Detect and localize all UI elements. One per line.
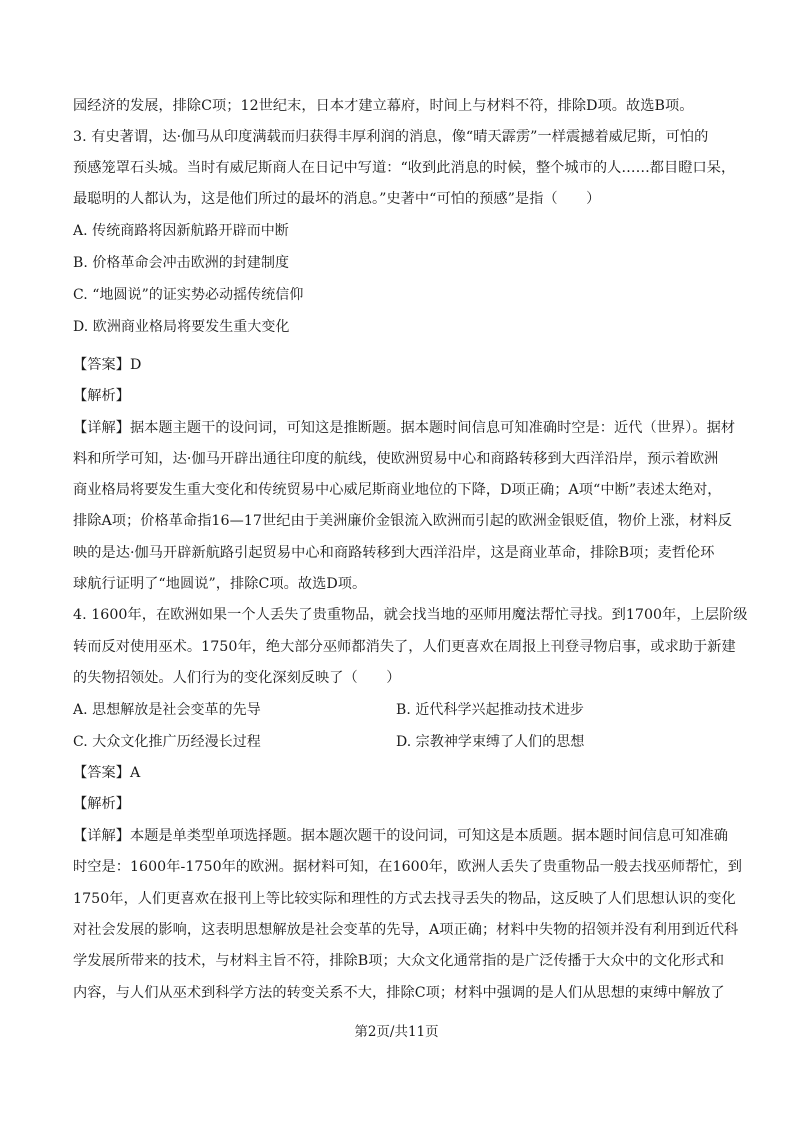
answer-label: 【答案】D — [73, 357, 142, 373]
explanation-text: 商业格局将要发生重大变化和传统贸易中心威尼斯商业地位的下降，D项正确；A项“中断”表述太绝对， — [73, 482, 722, 498]
explanation-text: 料和所学可知，达·伽马开辟出通往印度的航线，使欧洲贸易中心和商路转移到大西洋沿岸，预示着欧洲 — [73, 451, 719, 467]
analysis-label: 【解析】 — [73, 388, 130, 404]
option-d: D. 宗教神学束缚了人们的思想 — [396, 734, 585, 750]
analysis-label: 【解析】 — [73, 796, 130, 812]
explanation-text: 学发展所带来的技术，与材料主旨不符，排除B项；大众文化通常指的是广泛传播于大众中的文化形式和 — [73, 953, 725, 969]
explanation-text: 时空是：1600年-1750年的欧洲。据材料可知，在1600年，欧洲人丢失了贵重物品一般去找巫师帮忙，到 — [73, 859, 743, 875]
question-3-stem-cont: 预感笼罩石头城。当时有威尼斯商人在日记中写道：“收到此消息的时候，整个城市的人……都目瞪口呆， — [73, 160, 736, 176]
explanation-text: 球航行证明了“地圆说”，排除C项。故选D项。 — [73, 576, 367, 592]
explanation-text: 对社会发展的影响，这表明思想解放是社会变革的先导，A项正确；材料中失物的招领并没有利用到近代科 — [73, 922, 739, 938]
explanation-text: 【详解】据本题主题干的设问词，可知这是推断题。据本题时间信息可知准确时空是：近代（世界）。据材 — [73, 420, 736, 436]
answer-label: 【答案】A — [73, 765, 141, 781]
question-3-stem-cont: 最聪明的人都认为，这是他们所过的最坏的消息。”史著中“可怕的预感”是指（ ） — [73, 191, 601, 207]
text-line: 园经济的发展，排除C项；12世纪末，日本才建立幕府，时间上与材料不符，排除D项。故选B项。 — [73, 98, 694, 114]
option-b: B. 价格革命会冲击欧洲的封建制度 — [73, 255, 290, 271]
question-3-stem: 3. 有史著谓，达·伽马从印度满载而归获得丰厚利润的消息，像“晴天霹雳”一样震撼着威尼斯，可怕的 — [73, 129, 709, 145]
explanation-text: 1750年，人们更喜欢在报刊上等比较实际和理性的方式去找寻丢失的物品，这反映了人们思想认识的变化 — [73, 891, 736, 907]
explanation-text: 映的是达·伽马开辟新航路引起贸易中心和商路转移到大西洋沿岸，这是商业革命，排除B项；麦哲伦环 — [73, 545, 715, 561]
option-b: B. 近代科学兴起推动技术进步 — [396, 702, 584, 718]
explanation-text: 【详解】本题是单类型单项选择题。据本题次题干的设问词，可知这是本质题。据本题时间信息可知准确 — [73, 828, 728, 844]
question-4-stem-cont: 转而反对使用巫术。1750年，绝大部分巫师都消失了，人们更喜欢在周报上刊登寻物启事，或求助于新建 — [73, 639, 736, 655]
page-number-footer: 第2页/共11页 — [354, 1024, 439, 1040]
option-c: C. 大众文化推广历经漫长过程 — [73, 734, 261, 750]
question-4-stem-cont: 的失物招领处。人们行为的变化深刻反映了（ ） — [73, 670, 401, 686]
option-d: D. 欧洲商业格局将要发生重大变化 — [73, 319, 290, 335]
option-c: C. “地圆说”的证实势必动摇传统信仰 — [73, 287, 304, 303]
option-a: A. 思想解放是社会变革的先导 — [73, 702, 261, 718]
explanation-text: 排除A项；价格革命指16—17世纪由于美洲廉价金银流入欧洲而引起的欧洲金银贬值，物价上涨，材料反 — [73, 513, 732, 529]
question-4-stem: 4. 1600年，在欧洲如果一个人丢失了贵重物品，就会找当地的巫师用魔法帮忙寻找。到1700年，上层阶级 — [73, 607, 748, 623]
option-a: A. 传统商路将因新航路开辟而中断 — [73, 223, 289, 239]
explanation-text: 内容，与人们从巫术到科学方法的转变关系不大，排除C项；材料中强调的是人们从思想的束缚中解放了 — [73, 985, 725, 1001]
